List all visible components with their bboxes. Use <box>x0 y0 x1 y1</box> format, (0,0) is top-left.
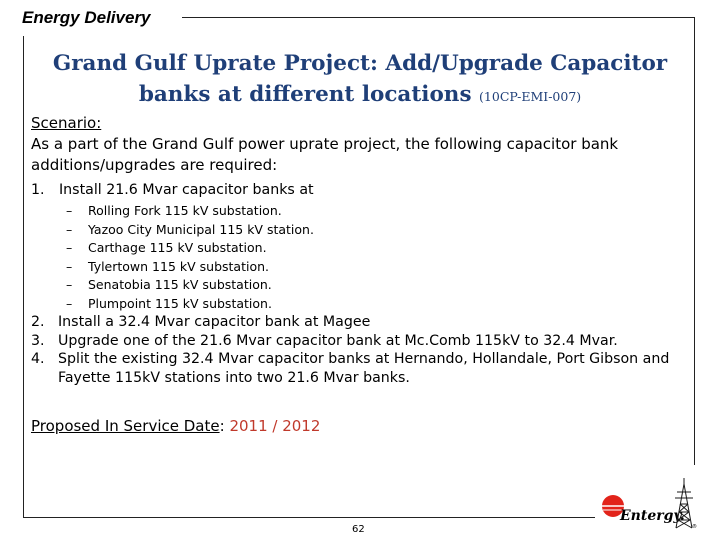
item-text: Upgrade one of the 21.6 Mvar capacitor bank at Mc.Comb 115kV to 32.4 Mvar. <box>58 332 618 349</box>
item-number: 2. <box>31 314 45 330</box>
item-text: Install 21.6 Mvar capacitor banks at <box>59 182 314 198</box>
list-item <box>31 350 691 387</box>
page-number: 62 <box>352 524 365 535</box>
frame-bottom-line <box>23 517 595 518</box>
list-item <box>66 258 314 277</box>
list-item <box>66 202 314 221</box>
dash-bullet: – <box>66 258 73 274</box>
substation-text: Yazoo City Municipal 115 kV station. <box>88 221 314 237</box>
substation-text: Tylertown 115 kV substation. <box>88 258 270 274</box>
dash-bullet: – <box>66 221 73 237</box>
dash-bullet: – <box>66 295 73 311</box>
title-line2-text: banks at different locations <box>138 82 472 107</box>
frame-left-line <box>23 36 24 518</box>
substation-text: Senatobia 115 kV substation. <box>88 277 272 293</box>
frame-top-line <box>182 17 695 18</box>
slide-title <box>30 48 690 112</box>
list-item <box>66 221 314 240</box>
substation-text: Carthage 115 kV substation. <box>88 240 267 256</box>
item-number: 1. <box>31 182 45 198</box>
list-item <box>31 182 314 198</box>
item-number: 4. <box>31 351 45 367</box>
item-number: 3. <box>31 332 45 349</box>
svg-text:Entergy.: Entergy. <box>620 508 685 524</box>
dash-bullet: – <box>66 277 73 293</box>
dash-bullet: – <box>66 240 73 256</box>
substation-list <box>66 202 314 314</box>
svg-text:®: ® <box>692 524 697 530</box>
title-line2 <box>30 79 690 112</box>
proposed-date-colon: : <box>219 417 225 435</box>
list-item <box>66 295 314 314</box>
substation-text: Rolling Fork 115 kV substation. <box>88 203 282 218</box>
item-text: Install a 32.4 Mvar capacitor bank at Magee <box>58 314 371 330</box>
scenario-block <box>31 113 691 176</box>
numbered-list <box>31 313 691 387</box>
scenario-text: As a part of the Grand Gulf power uprate project, the following capacitor bank additions/upgrades are required: <box>31 135 619 174</box>
transmission-tower-icon <box>675 478 693 528</box>
scenario-label: Scenario: <box>31 114 102 132</box>
list-item <box>31 332 691 351</box>
frame-right-line <box>694 17 695 465</box>
entergy-logo <box>598 478 708 530</box>
project-code: (10CP-EMI-007) <box>479 89 582 104</box>
list-item <box>66 239 314 258</box>
proposed-date-value: 2011 / 2012 <box>229 417 321 435</box>
title-line1: Grand Gulf Uprate Project: Add/Upgrade Capacitor <box>52 51 668 76</box>
header-title: Energy Delivery <box>22 8 151 27</box>
substation-text: Plumpoint 115 kV substation. <box>88 295 272 311</box>
dash-bullet: – <box>66 203 73 218</box>
list-item <box>31 313 691 332</box>
item-text: Split the existing 32.4 Mvar capacitor banks at Hernando, Hollandale, Port Gibson and Fayette 115kV stations into two 21.6 Mvar banks. <box>58 351 670 386</box>
proposed-date-label: Proposed In Service Date <box>31 417 220 435</box>
proposed-date-line <box>31 417 320 435</box>
list-item <box>66 276 314 295</box>
